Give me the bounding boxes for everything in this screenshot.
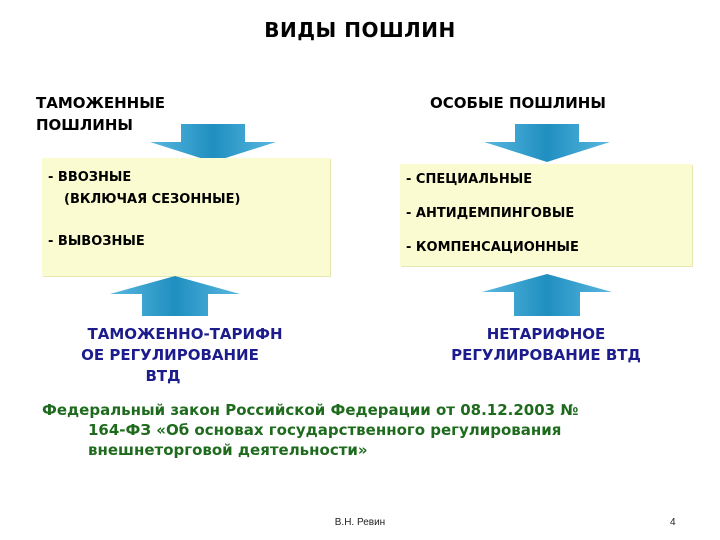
right-down-arrow-icon [484, 124, 610, 162]
right-up-arrow-icon [482, 274, 612, 316]
tariff-regulation-line2: ОЕ РЕГУЛИРОВАНИЕ [81, 346, 259, 364]
countervailing-duties-item: - КОМПЕНСАЦИОННЫЕ [406, 240, 579, 255]
law-line3: внешнеторговой деятельности» [88, 441, 368, 459]
export-duties-item: - ВЫВОЗНЫЕ [48, 234, 145, 249]
special-duties-heading: ОСОБЫЕ ПОШЛИНЫ [430, 94, 606, 112]
tariff-regulation-label [40, 324, 330, 387]
left-up-arrow-icon [110, 276, 240, 316]
non-tariff-regulation-line1: НЕТАРИФНОЕ [486, 325, 606, 343]
page-number: 4 [670, 517, 676, 528]
non-tariff-regulation-line2: РЕГУЛИРОВАНИЕ ВТД [451, 346, 641, 364]
law-line2: 164-ФЗ «Об основах государственного регулирования [88, 421, 562, 439]
special-duties-item: - СПЕЦИАЛЬНЫЕ [406, 172, 533, 187]
law-line1: Федеральный закон Российской Федерации от 08.12.2003 № [42, 401, 579, 419]
tariff-regulation-line1: ТАМОЖЕННО-ТАРИФН [87, 325, 283, 343]
import-duties-item: - ВВОЗНЫЕ [48, 170, 132, 185]
federal-law-reference [42, 400, 682, 460]
left-down-arrow-icon [150, 124, 276, 162]
non-tariff-regulation-label [400, 324, 692, 366]
customs-duties-heading-line1: ТАМОЖЕННЫЕ [36, 94, 166, 112]
customs-duties-heading [36, 92, 165, 136]
tariff-regulation-line3: ВТД [145, 367, 181, 385]
customs-duties-heading-line2: ПОШЛИНЫ [36, 116, 133, 134]
antidumping-duties-item: - АНТИДЕМПИНГОВЫЕ [406, 206, 575, 221]
seasonal-duties-note: (ВКЛЮЧАЯ СЕЗОННЫЕ) [64, 192, 241, 207]
customs-duties-box [42, 158, 330, 276]
slide-title: ВИДЫ ПОШЛИН [264, 18, 456, 42]
footer-author: В.Н. Ревин [334, 517, 386, 528]
special-duties-box [400, 164, 692, 266]
